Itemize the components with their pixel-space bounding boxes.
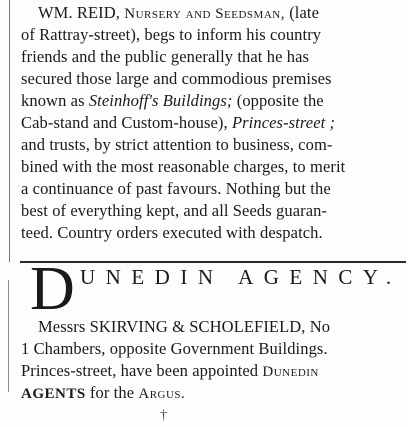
street-name: Princes-street ; [231,113,336,132]
ad-reid-line-9: a continuance of past favours. Nothing but the [21,179,331,198]
ad-reid-line-11: teed. Country orders executed with despatch. [21,223,323,242]
ad-agency-line-3: Princes-street, have been appointed Dunedin [21,361,319,380]
ad-reid-line-7: and trusts, by strict attention to business, com- [21,135,333,154]
ornament-icon: † [160,408,167,423]
ad-agency-line-1: Messrs SKIRVING & SCHOLEFIELD, No [38,317,331,336]
newspaper-name: Argus. [138,386,186,402]
ad-agency-line-4: AGENTS for the Argus. [21,383,186,402]
ad-reid-line-2: of Rattray-street), begs to inform his country [21,25,322,44]
ad-reid-line-6: Cab-stand and Custom-house), Princes-street ; [21,113,336,132]
building-name: Steinhoff's Buildings; [88,91,233,110]
ad-divider [20,261,406,263]
ad-reid-line-8: bined with the most reasonable charges, to merit [21,157,346,176]
drop-cap: D [30,255,75,323]
ad-reid-line-1: WM. REID, Nursery and Seedsman, (late [38,3,320,22]
city-name: Dunedin [262,364,319,380]
column-rule [9,0,10,262]
ad-reid-line-3: friends and the public generally that he has [21,47,310,66]
business-name: Nursery and Seedsman, [124,6,285,22]
ad-reid-line-10: best of everything kept, and all Seeds guaran- [21,201,328,220]
ad-reid-line-4: secured those large and commodious premises [21,69,332,88]
column-rule [8,280,9,392]
agency-heading: UNEDIN AGENCY. [80,265,402,289]
ad-reid-line-5: known as Steinhoff's Buildings; (opposite the [21,91,324,110]
agents-label: AGENTS [21,386,86,402]
ad-agency-line-2: 1 Chambers, opposite Government Buildings. [21,339,328,358]
